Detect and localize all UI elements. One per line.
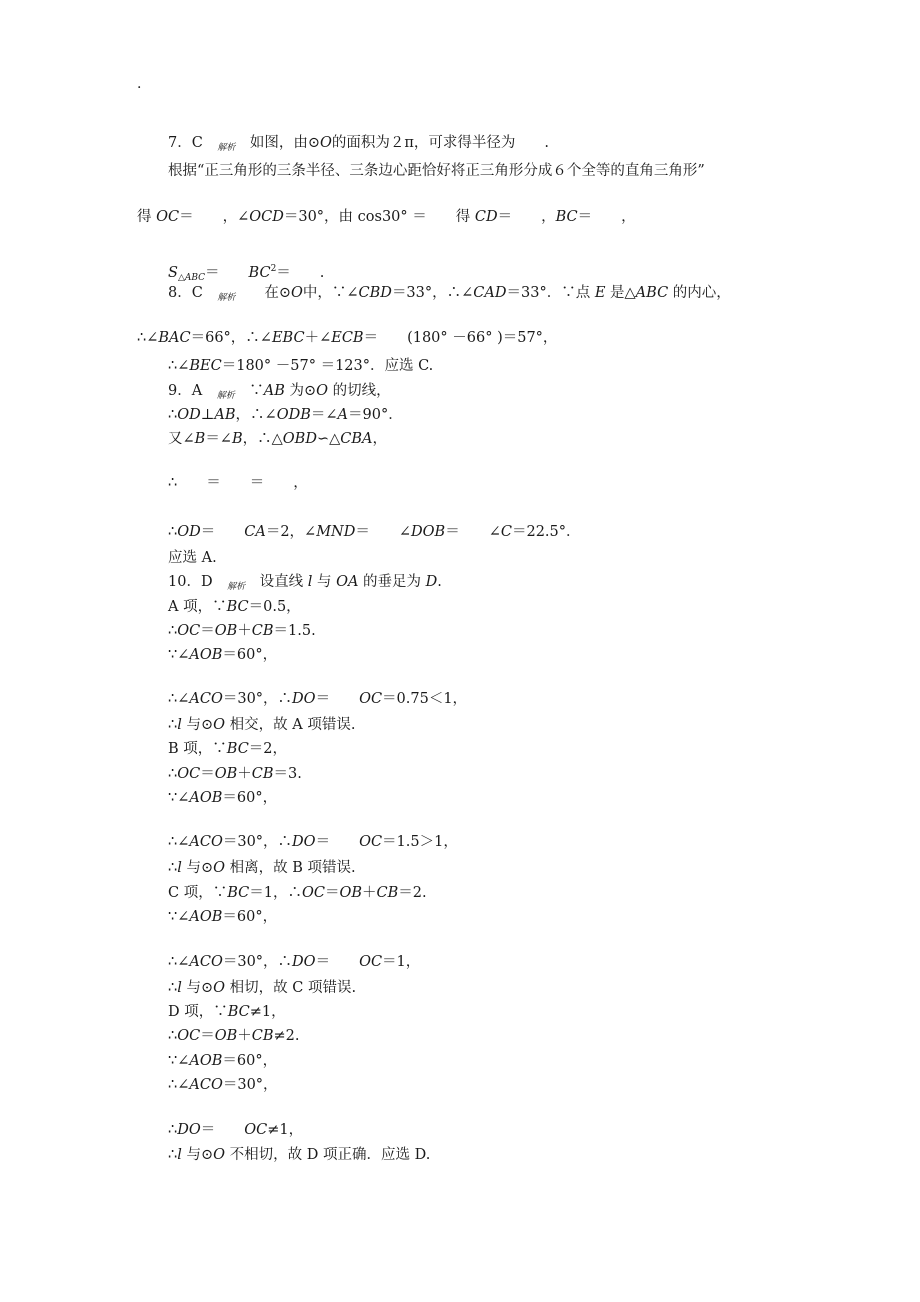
solution-line-15: A 项，∵BC＝0.5， [168, 599, 301, 615]
solution-line-22: ∵∠AOB＝60°， [168, 790, 278, 806]
solution-line-23: ∴∠ACO＝30°，∴DO＝ OC＝1.5＞1， [168, 834, 458, 850]
solution-line-8: 9．A $_{解析}$ ∵AB 为⊙O 的切线， [168, 383, 391, 401]
solution-line-14: 10．D $_{解析}$ 设直线 l 与 OA 的垂足为 D. [168, 574, 442, 592]
solution-line-4: $S_{\triangle ABC}=$ $BC^2=$ . [168, 264, 325, 283]
solution-line-12: ∴OD＝ CA＝2，∠MND＝ ∠DOB＝ ∠C＝22.5°． [168, 524, 581, 540]
solution-line-30: ∴OC＝OB＋CB≠2. [168, 1028, 300, 1044]
solution-line-24: ∴l 与⊙O 相离，故 B 项错误. [168, 860, 356, 876]
solution-line-17: ∵∠AOB＝60°， [168, 647, 278, 663]
solution-line-29: D 项，∵BC≠1， [168, 1004, 286, 1020]
solution-line-32: ∴∠ACO＝30°， [168, 1077, 278, 1093]
solution-line-27: ∴∠ACO＝30°，∴DO＝ OC＝1， [168, 954, 421, 970]
solution-line-19: ∴l 与⊙O 相交，故 A 项错误. [168, 717, 356, 733]
solution-line-31: ∵∠AOB＝60°， [168, 1053, 278, 1069]
solution-line-18: ∴∠ACO＝30°，∴DO＝ OC＝0.75＜1， [168, 691, 468, 707]
solution-line-21: ∴OC＝OB＋CB＝3. [168, 766, 302, 782]
solution-line-20: B 项，∵BC＝2， [168, 741, 288, 757]
solution-line-26: ∵∠AOB＝60°， [168, 909, 278, 925]
solution-line-16: ∴OC＝OB＋CB＝1.5. [168, 623, 316, 639]
solution-line-10: 又∠B＝∠B，∴△OBD∽△CBA， [168, 431, 387, 447]
solution-line-25: C 项，∵BC＝1，∴OC＝OB＋CB＝2. [168, 885, 427, 901]
page-dot: · [137, 80, 142, 96]
solution-line-28: ∴l 与⊙O 相切，故 C 项错误. [168, 980, 357, 996]
solution-line-9: ∴OD⊥AB，∴∠ODB＝∠A＝90°． [168, 407, 403, 423]
solution-line-34: ∴l 与⊙O 不相切，故 D 项正确．应选 D. [168, 1147, 431, 1163]
solution-line-6: ∴∠BAC＝66°，∴∠EBC＋∠ECB＝ (180° －66° )＝57°， [137, 330, 558, 346]
solution-line-1: 7．C $_{解析}$ 如图，由⊙O的面积为２π，可求得半径为 . [168, 135, 550, 153]
solution-line-3: 得 OC＝ ，∠OCD＝30°，由 cos30° ＝ 得 CD＝ ，BC＝ ， [137, 209, 636, 225]
solution-line-13: 应选 A. [168, 550, 217, 566]
solution-line-5: 8．C $_{解析}$ 在⊙O中，∵∠CBD＝33°，∴∠CAD＝33°．∵点 E 是△ABC 的内心， [168, 285, 731, 303]
solution-line-33: ∴DO＝ OC≠1， [168, 1122, 304, 1138]
solution-line-7: ∴∠BEC＝180° －57° ＝123°．应选 C. [168, 358, 434, 374]
solution-line-2: 根据“正三角形的三条半径、三条边心距恰好将正三角形分成６个全等的直角三角形” [168, 163, 705, 179]
solution-line-11: ∴ ＝ ＝ ， [168, 475, 308, 491]
